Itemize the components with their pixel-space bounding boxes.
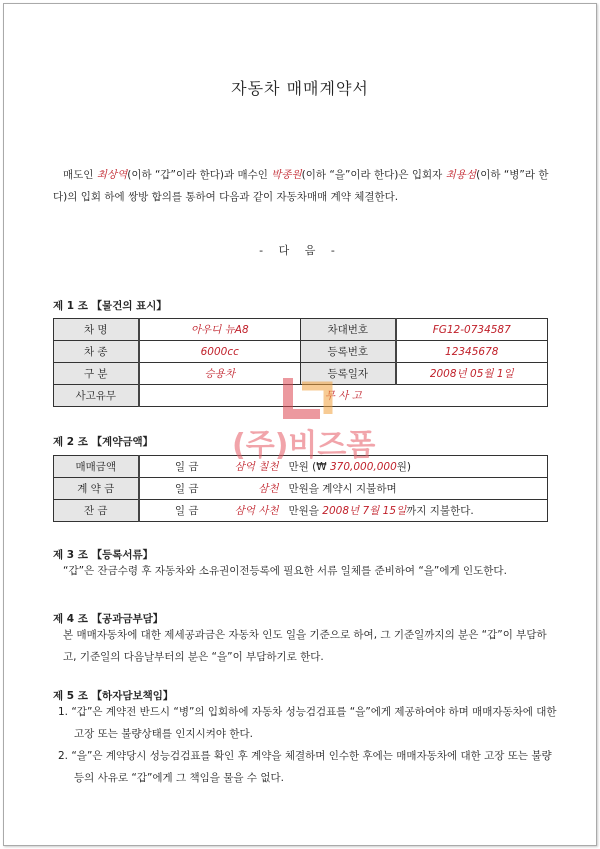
- witness-name: 최용섬: [445, 169, 477, 181]
- intro-text: (이하 “병”라 한다)의 입회 하에 쌍방 합의를 통하여 다음과 같이 자동차매매 계약 체결한다.: [53, 169, 549, 203]
- amount-suffix: 만원을 계약시 지불하며: [289, 478, 548, 500]
- value-cell: 6000cc: [139, 341, 301, 363]
- list-item: 2. “을”은 계약당시 성능검검표를 확인 후 계약을 체결하며 인수한 후에는 매매자동차에 대한 고장 또는 불량 등의 사유로 “갑”에게 그 책임을 물을 수 없다.: [58, 750, 552, 784]
- value-cell: 12345678: [396, 341, 548, 363]
- table-row: [54, 478, 548, 500]
- label-cell: 차대번호: [301, 319, 396, 341]
- section-3-text: “갑”은 잔금수령 후 자동차와 소유권이전등록에 필요한 서류 일체를 준비하여 “을”에게 인도한다.: [63, 565, 507, 577]
- table-row: [54, 500, 548, 522]
- label-cell: 매매금액: [54, 456, 139, 478]
- list-item: 1. “갑”은 계약전 반드시 “병”의 입회하에 자동차 성능검검표를 “을”에게 제공하여야 하며 매매자동차에 대한 고장 또는 불량상태를 인지시켜야 한다.: [58, 706, 557, 740]
- value-cell: 아우디 뉴A8: [139, 319, 301, 341]
- section-4-heading: 제 4 조 【공과금부담】: [53, 613, 164, 625]
- seller-name: 최상역: [96, 169, 128, 181]
- intro-text: 매도인: [63, 169, 97, 181]
- amount: 삼억 사천: [199, 500, 289, 522]
- value-cell: FG12-0734587: [396, 319, 548, 341]
- section-2-heading: 제 2 조 【계약금액】: [53, 436, 154, 448]
- label-cell: 차 종: [54, 341, 139, 363]
- value-cell: 2008년 05월 1일: [396, 363, 548, 385]
- intro-text: (이하 “을”이라 한다)은 입회자: [301, 169, 446, 181]
- label-cell: 사고유무: [54, 385, 139, 407]
- label-cell: 등록번호: [301, 341, 396, 363]
- amount-suffix: 만원을 2008년 7월 15일까지 지불한다.: [289, 500, 548, 522]
- section-3-heading: 제 3 조 【등록서류】: [53, 549, 154, 561]
- label-cell: 계 약 금: [54, 478, 139, 500]
- section-1-heading: 제 1 조 【물건의 표시】: [53, 300, 167, 312]
- table-row: [54, 341, 548, 363]
- label-cell: 구 분: [54, 363, 139, 385]
- document-title: 자동차 매매계약서: [231, 79, 369, 98]
- section-5-heading: 제 5 조 【하자담보책임】: [53, 690, 174, 702]
- section-4-text: 본 매매자동차에 대한 제세공과금은 자동차 인도 일을 기준으로 하여, 그 기준일까지의 분은 “갑”이 부담하고, 기준일의 다음날부터의 분은 “을”이 부담하기로 한다.: [63, 629, 547, 663]
- intro-paragraph: [53, 164, 550, 208]
- prefix: 일 금: [139, 500, 199, 522]
- value-cell: 무 사 고: [139, 385, 548, 407]
- label-cell: 잔 금: [54, 500, 139, 522]
- value-cell: 승용차: [139, 363, 301, 385]
- prefix: 일 금: [139, 478, 199, 500]
- divider-text: - 다 음 -: [259, 244, 341, 257]
- intro-text: (이하 “갑”이라 한다)과 매수인: [127, 169, 272, 181]
- amount: 삼천: [199, 478, 289, 500]
- watermark-text: (주)비즈폼: [232, 428, 376, 463]
- amount-table: [53, 455, 548, 522]
- buyer-name: 박종원: [271, 169, 302, 181]
- prefix: 일 금: [139, 456, 199, 478]
- amount-suffix: 만원 (₩ 370,000,000원): [289, 456, 548, 478]
- watermark-logo-icon: [280, 376, 340, 421]
- table-row: [54, 319, 548, 341]
- label-cell: 차 명: [54, 319, 139, 341]
- label-cell: 등록일자: [301, 363, 396, 385]
- amount: 삼억 칠천: [199, 456, 289, 478]
